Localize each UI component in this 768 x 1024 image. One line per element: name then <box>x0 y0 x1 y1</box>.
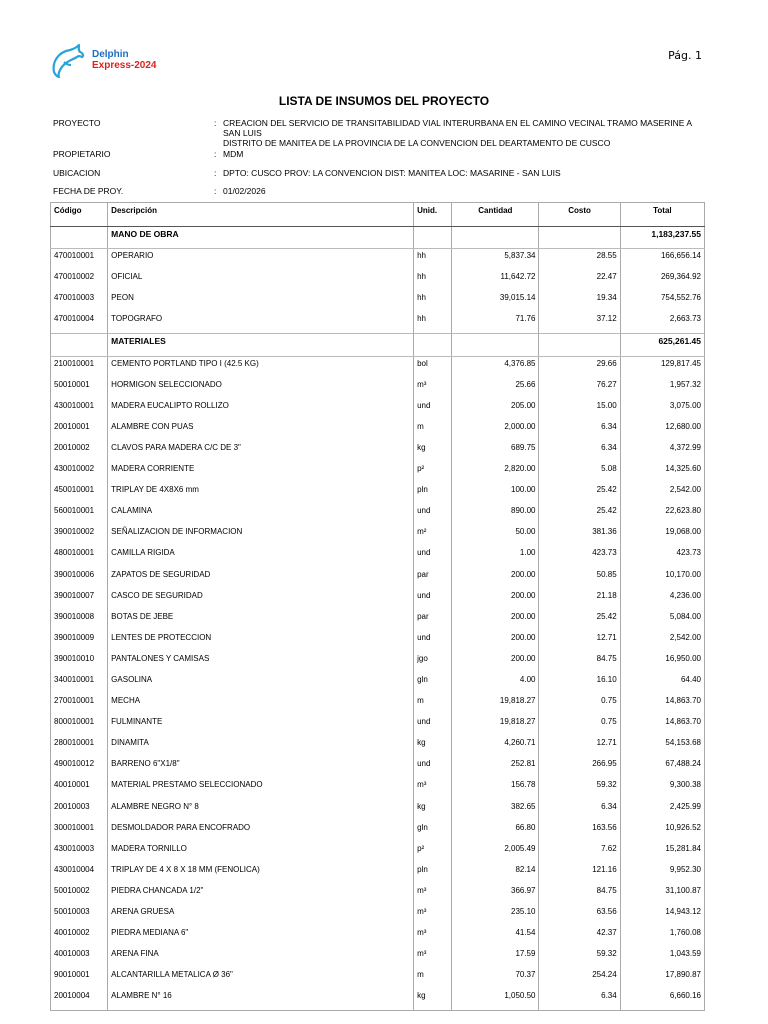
cell-unit: m³ <box>414 778 452 799</box>
logo-line-2: Express-2024 <box>92 60 157 71</box>
cell-total: 22,623.80 <box>620 504 704 525</box>
cell-cost: 59.32 <box>539 947 620 968</box>
cell-cost: 63.56 <box>539 905 620 926</box>
ubicacion-separator: : <box>214 168 217 178</box>
proyecto-value-line-1: CREACION DEL SERVICIO DE TRANSITABILIDAD VIAL INTERURBANA EN EL CAMINO VECINAL TRAMO MASERINE A SAN LUIS <box>223 118 692 138</box>
table-row <box>51 989 705 1011</box>
cell-code: 270010001 <box>51 694 108 715</box>
cell-unit: m³ <box>414 947 452 968</box>
cell-description: PIEDRA MEDIANA 6" <box>108 926 414 947</box>
table-row <box>51 736 705 757</box>
cell-code: 450010001 <box>51 483 108 504</box>
cell-code: 40010001 <box>51 778 108 799</box>
cell-quantity: 366.97 <box>452 884 539 905</box>
cell-unit: par <box>414 610 452 631</box>
cell-unit: hh <box>414 312 452 334</box>
cell-code: 390010010 <box>51 652 108 673</box>
cell-description: DINAMITA <box>108 736 414 757</box>
cell-unit: m³ <box>414 378 452 399</box>
cell-total: 12,680.00 <box>620 420 704 441</box>
cell-quantity: 41.54 <box>452 926 539 947</box>
page-number: Pág. 1 <box>668 49 702 62</box>
cell-cost: 121.16 <box>539 863 620 884</box>
cell-total: 10,170.00 <box>620 568 704 589</box>
cell-code: 430010004 <box>51 863 108 884</box>
cell-cost: 0.75 <box>539 694 620 715</box>
cell-code: 430010001 <box>51 399 108 420</box>
cell-quantity: 71.76 <box>452 312 539 334</box>
cell-code: 50010002 <box>51 884 108 905</box>
cell-code: 430010002 <box>51 462 108 483</box>
cell-total: 17,890.87 <box>620 968 704 989</box>
cell-cost: 5.08 <box>539 462 620 483</box>
cell-quantity: 2,000.00 <box>452 420 539 441</box>
cell-description: MATERIALES <box>108 334 414 356</box>
proyecto-value <box>223 118 703 148</box>
cell-description: MADERA TORNILLO <box>108 842 414 863</box>
cell-quantity: 19,818.27 <box>452 694 539 715</box>
cell-description: SEÑALIZACION DE INFORMACION <box>108 525 414 546</box>
cell-quantity: 200.00 <box>452 589 539 610</box>
cell-quantity: 66.80 <box>452 821 539 842</box>
cell-description: BARRENO 6"X1/8" <box>108 757 414 778</box>
header-qty: Cantidad <box>452 203 539 227</box>
cell-cost: 0.75 <box>539 715 620 736</box>
cell-unit <box>414 227 452 249</box>
cell-total: 10,926.52 <box>620 821 704 842</box>
cell-unit: und <box>414 631 452 652</box>
cell-cost: 254.24 <box>539 968 620 989</box>
cell-description: ALCANTARILLA METALICA Ø 36" <box>108 968 414 989</box>
cell-quantity: 2,005.49 <box>452 842 539 863</box>
cell-unit: und <box>414 589 452 610</box>
cell-cost: 266.95 <box>539 757 620 778</box>
header-code: Código <box>51 203 108 227</box>
cell-cost: 12.71 <box>539 736 620 757</box>
table-row <box>51 356 705 378</box>
fecha-separator: : <box>214 186 217 196</box>
cell-description: MANO DE OBRA <box>108 227 414 249</box>
cell-unit: gln <box>414 821 452 842</box>
cell-code: 560010001 <box>51 504 108 525</box>
cell-total: 1,957.32 <box>620 378 704 399</box>
cell-unit: gln <box>414 673 452 694</box>
cell-cost: 6.34 <box>539 800 620 821</box>
cell-total: 2,663.73 <box>620 312 704 334</box>
table-row <box>51 800 705 821</box>
cell-cost: 163.56 <box>539 821 620 842</box>
cell-code: 50010003 <box>51 905 108 926</box>
table-row <box>51 821 705 842</box>
table-row <box>51 441 705 462</box>
cell-code: 490010012 <box>51 757 108 778</box>
cell-description: ALAMBRE NEGRO N° 8 <box>108 800 414 821</box>
cell-code: 20010002 <box>51 441 108 462</box>
cell-unit: kg <box>414 736 452 757</box>
table-row <box>51 757 705 778</box>
cell-description: PIEDRA CHANCADA 1/2" <box>108 884 414 905</box>
cell-description: BOTAS DE JEBE <box>108 610 414 631</box>
cell-total: 5,084.00 <box>620 610 704 631</box>
dolphin-icon <box>50 44 86 78</box>
cell-unit: kg <box>414 800 452 821</box>
cell-cost: 381.36 <box>539 525 620 546</box>
table-row <box>51 947 705 968</box>
cell-cost: 25.42 <box>539 610 620 631</box>
cell-code: 390010009 <box>51 631 108 652</box>
cell-total: 625,261.45 <box>620 334 704 356</box>
cell-code: 300010001 <box>51 821 108 842</box>
table-row <box>51 673 705 694</box>
table-row <box>51 270 705 291</box>
cell-quantity: 50.00 <box>452 525 539 546</box>
cell-description: CLAVOS PARA MADERA C/C DE 3" <box>108 441 414 462</box>
cell-description: ARENA GRUESA <box>108 905 414 926</box>
cell-total: 3,075.00 <box>620 399 704 420</box>
table-row <box>51 462 705 483</box>
cell-unit: und <box>414 715 452 736</box>
cell-cost: 22.47 <box>539 270 620 291</box>
propietario-value: MDM <box>223 149 244 159</box>
cell-code: 470010002 <box>51 270 108 291</box>
cell-quantity: 11,642.72 <box>452 270 539 291</box>
cell-total: 6,660.16 <box>620 989 704 1011</box>
cell-total: 166,656.14 <box>620 249 704 271</box>
cell-unit: m³ <box>414 884 452 905</box>
cell-unit: und <box>414 546 452 567</box>
cell-total: 31,100.87 <box>620 884 704 905</box>
cell-description: CALAMINA <box>108 504 414 525</box>
cell-description: OFICIAL <box>108 270 414 291</box>
cell-code: 280010001 <box>51 736 108 757</box>
fecha-label: FECHA DE PROY. <box>53 186 124 196</box>
table-row <box>51 399 705 420</box>
table-row <box>51 483 705 504</box>
table-row <box>51 631 705 652</box>
cell-description: MATERIAL PRESTAMO SELECCIONADO <box>108 778 414 799</box>
cell-code: 340010001 <box>51 673 108 694</box>
cell-total: 423.73 <box>620 546 704 567</box>
cell-description: LENTES DE PROTECCION <box>108 631 414 652</box>
cell-cost: 84.75 <box>539 884 620 905</box>
fecha-value: 01/02/2026 <box>223 186 266 196</box>
cell-total: 1,183,237.55 <box>620 227 704 249</box>
cell-total: 16,950.00 <box>620 652 704 673</box>
cell-code: 40010002 <box>51 926 108 947</box>
cell-unit: p² <box>414 842 452 863</box>
header-desc: Descripción <box>108 203 414 227</box>
cell-description: MECHA <box>108 694 414 715</box>
cell-total: 14,943.12 <box>620 905 704 926</box>
table-row <box>51 546 705 567</box>
cell-description: FULMINANTE <box>108 715 414 736</box>
cell-description: PANTALONES Y CAMISAS <box>108 652 414 673</box>
cell-quantity: 890.00 <box>452 504 539 525</box>
cell-quantity: 4,260.71 <box>452 736 539 757</box>
cell-unit: und <box>414 757 452 778</box>
cell-quantity: 4.00 <box>452 673 539 694</box>
cell-cost: 15.00 <box>539 399 620 420</box>
table-row <box>51 610 705 631</box>
table-row <box>51 842 705 863</box>
cell-description: CEMENTO PORTLAND TIPO I (42.5 KG) <box>108 356 414 378</box>
cell-code: 390010007 <box>51 589 108 610</box>
table-row <box>51 926 705 947</box>
cell-quantity: 1,050.50 <box>452 989 539 1011</box>
cell-quantity: 1.00 <box>452 546 539 567</box>
cell-total: 754,552.76 <box>620 291 704 312</box>
proyecto-separator: : <box>214 118 217 128</box>
proyecto-value-line-2: DISTRITO DE MANITEA DE LA PROVINCIA DE LA CONVENCION DEL DEARTAMENTO DE CUSCO <box>223 138 611 148</box>
cell-code: 800010001 <box>51 715 108 736</box>
cell-description: DESMOLDADOR PARA ENCOFRADO <box>108 821 414 842</box>
cell-unit: m <box>414 694 452 715</box>
table-header-row <box>51 203 705 227</box>
cell-cost: 6.34 <box>539 420 620 441</box>
cell-cost: 19.34 <box>539 291 620 312</box>
cell-cost: 76.27 <box>539 378 620 399</box>
header-total: Total <box>620 203 704 227</box>
cell-unit: m³ <box>414 926 452 947</box>
propietario-label: PROPIETARIO <box>53 149 111 159</box>
delphin-logo <box>50 44 170 80</box>
cell-description: CAMILLA RIGIDA <box>108 546 414 567</box>
cell-total: 14,325.60 <box>620 462 704 483</box>
category-row <box>51 334 705 356</box>
table-row <box>51 525 705 546</box>
table-row <box>51 291 705 312</box>
cell-cost: 423.73 <box>539 546 620 567</box>
cell-cost: 84.75 <box>539 652 620 673</box>
cell-code: 40010003 <box>51 947 108 968</box>
table-row <box>51 652 705 673</box>
cell-unit: kg <box>414 989 452 1011</box>
cell-unit: und <box>414 399 452 420</box>
cell-quantity: 2,820.00 <box>452 462 539 483</box>
cell-total: 67,488.24 <box>620 757 704 778</box>
cell-total: 9,300.38 <box>620 778 704 799</box>
cell-cost: 59.32 <box>539 778 620 799</box>
table-row <box>51 378 705 399</box>
cell-unit: hh <box>414 291 452 312</box>
ubicacion-label: UBICACION <box>53 168 101 178</box>
cell-quantity: 39,015.14 <box>452 291 539 312</box>
cell-total: 2,542.00 <box>620 631 704 652</box>
cell-total: 1,043.59 <box>620 947 704 968</box>
cell-code: 20010004 <box>51 989 108 1011</box>
cell-quantity <box>452 334 539 356</box>
cell-code <box>51 334 108 356</box>
cell-quantity: 82.14 <box>452 863 539 884</box>
cell-total: 2,542.00 <box>620 483 704 504</box>
cell-code: 390010008 <box>51 610 108 631</box>
cell-description: TRIPLAY DE 4X8X6 mm <box>108 483 414 504</box>
cell-cost: 21.18 <box>539 589 620 610</box>
cell-quantity: 200.00 <box>452 631 539 652</box>
cell-cost: 12.71 <box>539 631 620 652</box>
cell-description: ALAMBRE N° 16 <box>108 989 414 1011</box>
cell-quantity: 205.00 <box>452 399 539 420</box>
proyecto-label: PROYECTO <box>53 118 101 128</box>
cell-total: 54,153.68 <box>620 736 704 757</box>
cell-unit: m² <box>414 525 452 546</box>
cell-description: CASCO DE SEGURIDAD <box>108 589 414 610</box>
header-unit: Unid. <box>414 203 452 227</box>
cell-quantity: 100.00 <box>452 483 539 504</box>
cell-total: 1,760.08 <box>620 926 704 947</box>
document-title: LISTA DE INSUMOS DEL PROYECTO <box>278 94 490 108</box>
cell-quantity: 200.00 <box>452 568 539 589</box>
cell-description: MADERA EUCALIPTO ROLLIZO <box>108 399 414 420</box>
cell-description: ARENA FINA <box>108 947 414 968</box>
cell-unit: p² <box>414 462 452 483</box>
cell-code: 390010006 <box>51 568 108 589</box>
cell-description: TRIPLAY DE 4 X 8 X 18 MM (FENOLICA) <box>108 863 414 884</box>
cell-description: MADERA CORRIENTE <box>108 462 414 483</box>
cell-quantity: 5,837.34 <box>452 249 539 271</box>
cell-cost: 7.62 <box>539 842 620 863</box>
cell-quantity: 25.66 <box>452 378 539 399</box>
cell-unit: bol <box>414 356 452 378</box>
table-row <box>51 504 705 525</box>
table-row <box>51 778 705 799</box>
cell-unit: pln <box>414 483 452 504</box>
logo-line-1: Delphin <box>92 49 129 60</box>
table-row <box>51 312 705 334</box>
cell-code <box>51 227 108 249</box>
table-row <box>51 715 705 736</box>
cell-unit: hh <box>414 249 452 271</box>
cell-quantity <box>452 227 539 249</box>
cell-code: 470010004 <box>51 312 108 334</box>
cell-cost: 25.42 <box>539 483 620 504</box>
cell-description: HORMIGON SELECCIONADO <box>108 378 414 399</box>
cell-cost: 29.66 <box>539 356 620 378</box>
propietario-separator: : <box>214 149 217 159</box>
cell-code: 50010001 <box>51 378 108 399</box>
cell-code: 20010003 <box>51 800 108 821</box>
cell-total: 9,952.30 <box>620 863 704 884</box>
cell-total: 129,817.45 <box>620 356 704 378</box>
cell-description: ZAPATOS DE SEGURIDAD <box>108 568 414 589</box>
cell-quantity: 19,818.27 <box>452 715 539 736</box>
cell-code: 90010001 <box>51 968 108 989</box>
cell-cost <box>539 227 620 249</box>
cell-unit: und <box>414 504 452 525</box>
cell-quantity: 70.37 <box>452 968 539 989</box>
table-row <box>51 884 705 905</box>
cell-quantity: 156.78 <box>452 778 539 799</box>
cell-code: 210010001 <box>51 356 108 378</box>
cell-unit <box>414 334 452 356</box>
cell-code: 480010001 <box>51 546 108 567</box>
table-row <box>51 694 705 715</box>
cell-quantity: 17.59 <box>452 947 539 968</box>
cell-unit: par <box>414 568 452 589</box>
cell-code: 20010001 <box>51 420 108 441</box>
cell-quantity: 200.00 <box>452 610 539 631</box>
cell-unit: m <box>414 968 452 989</box>
cell-quantity: 235.10 <box>452 905 539 926</box>
cell-total: 4,372.99 <box>620 441 704 462</box>
table-row <box>51 420 705 441</box>
table-row <box>51 863 705 884</box>
cell-cost <box>539 334 620 356</box>
cell-total: 19,068.00 <box>620 525 704 546</box>
table-row <box>51 568 705 589</box>
cell-total: 64.40 <box>620 673 704 694</box>
header-cost: Costo <box>539 203 620 227</box>
cell-total: 269,364.92 <box>620 270 704 291</box>
cell-cost: 6.34 <box>539 441 620 462</box>
insumos-table <box>50 202 705 1011</box>
cell-cost: 25.42 <box>539 504 620 525</box>
cell-cost: 50.85 <box>539 568 620 589</box>
cell-unit: jgo <box>414 652 452 673</box>
cell-total: 2,425.99 <box>620 800 704 821</box>
category-row <box>51 227 705 249</box>
cell-quantity: 689.75 <box>452 441 539 462</box>
cell-total: 4,236.00 <box>620 589 704 610</box>
cell-total: 15,281.84 <box>620 842 704 863</box>
cell-description: OPERARIO <box>108 249 414 271</box>
table-row <box>51 589 705 610</box>
table-row <box>51 249 705 271</box>
cell-quantity: 382.65 <box>452 800 539 821</box>
cell-cost: 16.10 <box>539 673 620 694</box>
cell-code: 390010002 <box>51 525 108 546</box>
cell-unit: m <box>414 420 452 441</box>
cell-total: 14,863.70 <box>620 694 704 715</box>
cell-cost: 28.55 <box>539 249 620 271</box>
table-row <box>51 968 705 989</box>
cell-unit: hh <box>414 270 452 291</box>
ubicacion-value: DPTO: CUSCO PROV: LA CONVENCION DIST: MANITEA LOC: MASARINE - SAN LUIS <box>223 168 561 178</box>
cell-code: 470010001 <box>51 249 108 271</box>
cell-description: ALAMBRE CON PUAS <box>108 420 414 441</box>
cell-quantity: 4,376.85 <box>452 356 539 378</box>
table-row <box>51 905 705 926</box>
cell-cost: 37.12 <box>539 312 620 334</box>
cell-quantity: 252.81 <box>452 757 539 778</box>
cell-unit: m³ <box>414 905 452 926</box>
cell-description: GASOLINA <box>108 673 414 694</box>
cell-code: 470010003 <box>51 291 108 312</box>
cell-description: TOPOGRAFO <box>108 312 414 334</box>
cell-unit: kg <box>414 441 452 462</box>
cell-cost: 6.34 <box>539 989 620 1011</box>
cell-description: PEON <box>108 291 414 312</box>
cell-quantity: 200.00 <box>452 652 539 673</box>
cell-cost: 42.37 <box>539 926 620 947</box>
cell-total: 14,863.70 <box>620 715 704 736</box>
cell-code: 430010003 <box>51 842 108 863</box>
cell-unit: pln <box>414 863 452 884</box>
